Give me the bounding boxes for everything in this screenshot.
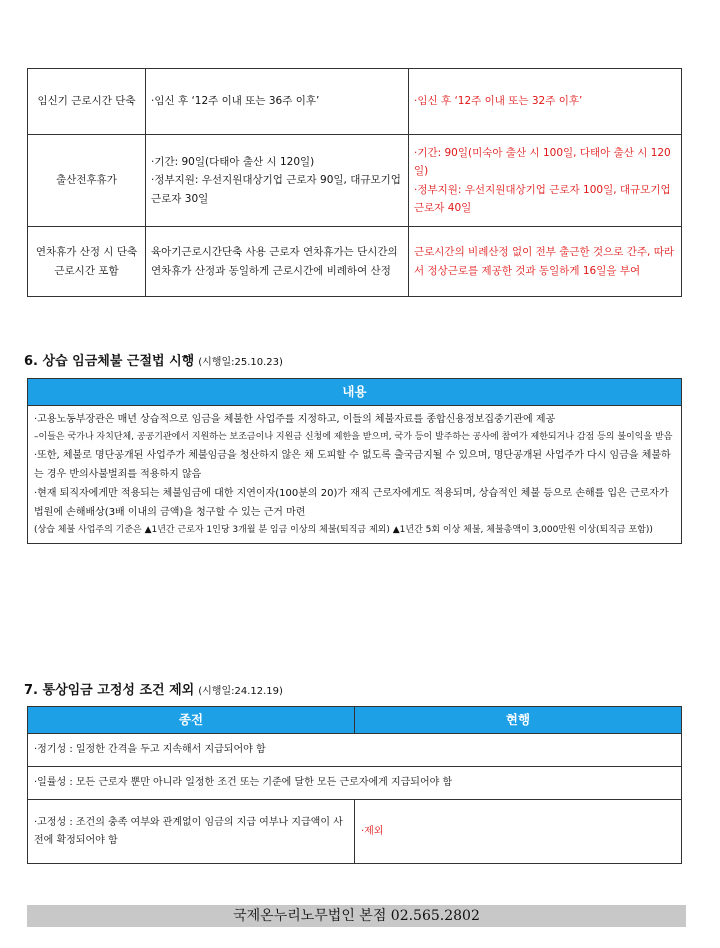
paragraph: ·또한, 체불로 명단공개된 사업주가 체불임금을 청산하지 않은 채 도피할 수 없도록 출국금지될 수 있으며, 명단공개된 사업주가 다시 임금을 체불하는 경우 반의사불벌죄를 적용하지 않음 [34, 450, 671, 481]
current-cell [146, 227, 409, 297]
paragraph: ·현재 퇴직자에게만 적용되는 체불임금에 대한 지연이자(100분의 20)가 재직 근로자에게도 적용되며, 상습적인 체불 등으로 손해를 입은 근로자가 법원에 손해배상(3배 이내의 금액)을 청구할 수 있는 근거 마련 [34, 488, 669, 519]
comparison-table [27, 68, 682, 297]
table-row [28, 69, 682, 135]
new-text: ·기간: 90일(미숙아 출산 시 100일, 다태아 출산 시 120일) [414, 146, 671, 178]
paragraph: (상습 체불 사업주의 기준은 ▲1년간 근로자 1인당 3개월 분 임금 이상의 체불(퇴직금 제외) ▲1년간 5회 이상 체불, 체불총액이 3,000만원 이상(퇴직금 포함)) [34, 525, 653, 536]
section-7-table [27, 706, 682, 864]
row-label: 임신기 근로시간 단축 [28, 69, 146, 135]
section-title: 6. 상습 임금체불 근절법 시행 [24, 354, 195, 369]
paragraph: –이들은 국가나 자치단체, 공공기관에서 지원하는 보조금이나 지원금 신청에 제한을 받으며, 국가 등이 발주하는 공사에 참여가 제한되거나 감점 등의 불이익을 받음 [34, 432, 673, 442]
current-cell [146, 69, 409, 135]
section-date: (시행일:24.12.19) [198, 686, 283, 697]
new-cell [409, 227, 682, 297]
footer-contact: 국제온누리노무법인 본점 02.565.2802 [27, 905, 686, 927]
section-date: (시행일:25.10.23) [198, 357, 283, 368]
new-cell [409, 135, 682, 227]
previous-header: 종전 [28, 707, 355, 734]
section-6-table [27, 378, 682, 544]
current-text: ·정부지원: 우선지원대상기업 근로자 90일, 대규모기업 근로자 30일 [151, 174, 401, 205]
paragraph: ·고용노동부장관은 매년 상습적으로 임금을 체불한 사업주를 지정하고, 이들의 체불자료를 종합신용정보집중기관에 제공 [34, 414, 556, 425]
table-row [28, 227, 682, 297]
new-text: ·정부지원: 우선지원대상기업 근로자 100일, 대규모기업 근로자 40일 [414, 183, 671, 214]
current-text: ·기간: 90일(다태아 출산 시 120일) [151, 155, 315, 168]
current-text: ·임신 후 ‘12주 이내 또는 36주 이후’ [151, 95, 320, 108]
section-6-heading [24, 350, 283, 369]
new-cell [409, 69, 682, 135]
regularity-row: ·정기성 : 일정한 간격을 두고 지속해서 지급되어야 함 [28, 734, 682, 767]
content-header: 내용 [28, 379, 682, 406]
table-row [28, 135, 682, 227]
content-body [28, 406, 682, 544]
current-text: 육아기근로시간단축 사용 근로자 연차휴가는 단시간의 연차휴가 산정과 동일하게 근로시간에 비례하여 산정 [151, 246, 398, 277]
current-cell [146, 135, 409, 227]
fixedness-current: ·제외 [355, 800, 682, 864]
section-7-heading [24, 679, 283, 698]
fixedness-previous: ·고정성 : 조건의 충족 여부와 관계없이 임금의 지급 여부나 지급액이 사전에 확정되어야 함 [28, 800, 355, 864]
current-header: 현행 [355, 707, 682, 734]
new-text: 근로시간의 비례산정 없이 전부 출근한 것으로 간주, 따라서 정상근로를 제공한 것과 동일하게 16일을 부여 [414, 246, 674, 277]
row-label: 연차휴가 산정 시 단축 근로시간 포함 [28, 227, 146, 297]
row-label: 출산전후휴가 [28, 135, 146, 227]
uniformity-row: ·일률성 : 모든 근로자 뿐만 아니라 일정한 조건 또는 기준에 달한 모든 근로자에게 지급되어야 함 [28, 767, 682, 800]
new-text: ·임신 후 ‘12주 이내 또는 32주 이후’ [414, 95, 583, 108]
section-title: 7. 통상임금 고정성 조건 제외 [24, 683, 195, 698]
